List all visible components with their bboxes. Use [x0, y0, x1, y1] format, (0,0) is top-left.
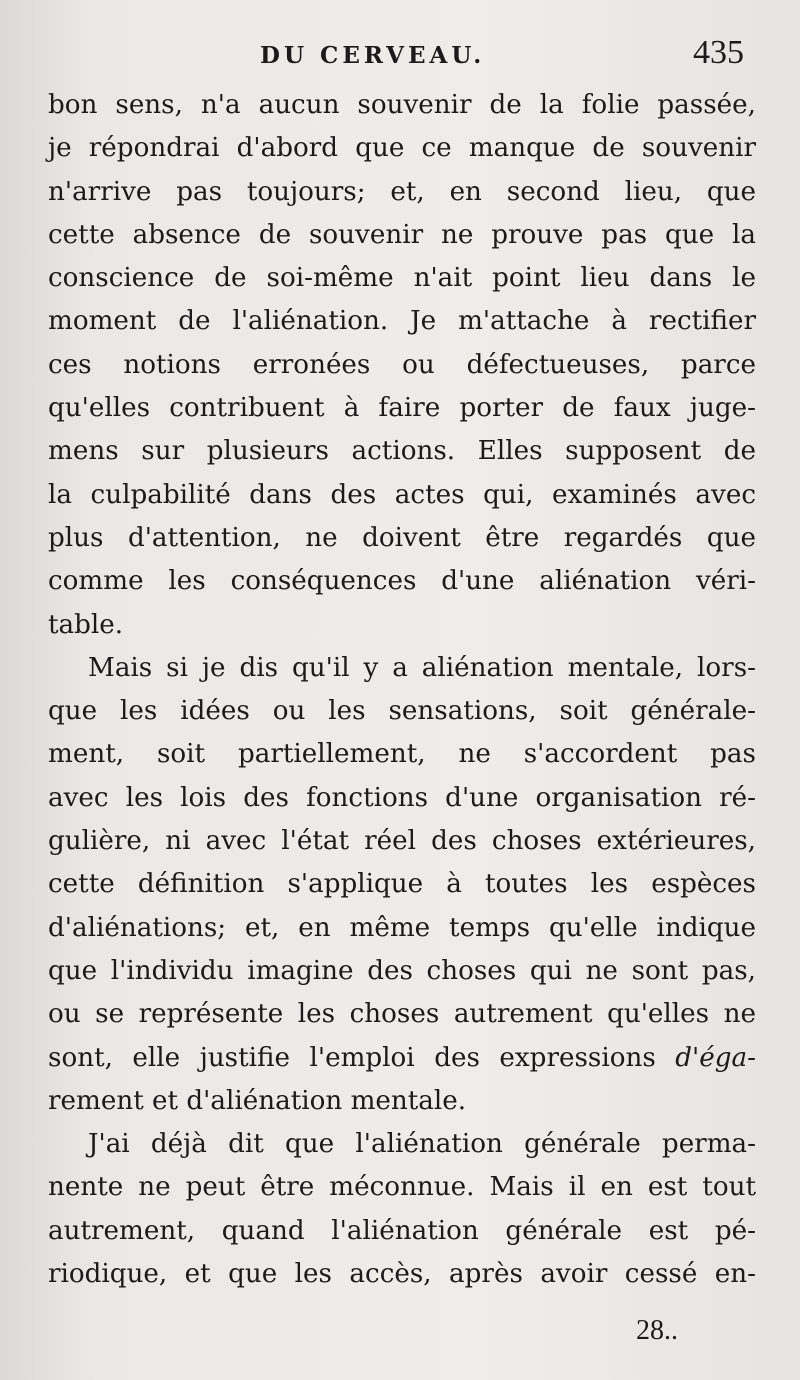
text-line: cette absence de souvenir ne prouve pas que la	[48, 219, 756, 250]
text-line: je répondrai d'abord que ce manque de souvenir	[48, 133, 756, 164]
text-line-italic: d'éga-	[675, 1042, 756, 1073]
text-line: bon sens, n'a aucun souvenir de la folie passée,	[48, 90, 756, 120]
page-number: 435	[693, 34, 744, 71]
text-line: conscience de soi-même n'ait point lieu dans le	[48, 263, 756, 294]
body-text	[48, 84, 756, 1296]
text-line: ces notions erronées ou défectueuses, parce	[48, 349, 756, 380]
text-line: table.	[48, 609, 124, 640]
text-line: gulière, ni avec l'état réel des choses extérieures,	[48, 826, 756, 857]
text-line-italic: rement et d'aliénation mentale.	[48, 1085, 467, 1116]
text-line: cette définition s'applique à toutes les espèces	[48, 869, 756, 900]
text-line: plus d'attention, ne doivent être regardés que	[48, 522, 756, 553]
text-line: riodique, et que les accès, après avoir cessé en-	[48, 1259, 756, 1290]
text-line: nente ne peut être méconnue. Mais il en est tout	[48, 1172, 756, 1203]
text-line: qu'elles contribuent à faire porter de faux juge-	[48, 393, 756, 424]
text-line: J'ai déjà dit que l'aliénation générale perma-	[88, 1129, 756, 1160]
text-line: que l'individu imagine des choses qui ne sont pas,	[48, 955, 756, 986]
text-line: ment, soit partiellement, ne s'accordent pas	[48, 739, 756, 770]
text-line: autrement, quand l'aliénation générale est pé-	[48, 1215, 756, 1246]
signature-mark: 28..	[636, 1315, 678, 1346]
text-line: mens sur plusieurs actions. Elles supposent de	[48, 436, 756, 467]
text-line: avec les lois des fonctions d'une organisation ré-	[48, 782, 756, 813]
text-line-roman: sont, elle justifie l'emploi des expressions	[48, 1042, 656, 1073]
text-line: moment de l'aliénation. Je m'attache à rectifier	[48, 306, 756, 337]
text-line: que les idées ou les sensations, soit générale-	[48, 696, 756, 727]
text-line: n'arrive pas toujours; et, en second lieu, que	[48, 176, 756, 207]
text-line: d'aliénations; et, en même temps qu'elle indique	[48, 912, 756, 943]
text-line: comme les conséquences d'une aliénation véri-	[48, 566, 756, 597]
text-line	[48, 1037, 756, 1080]
text-line: ou se représente les choses autrement qu'elles ne	[48, 999, 756, 1030]
text-line: Mais si je dis qu'il y a aliénation mentale, lors-	[88, 652, 756, 683]
running-head: DU CERVEAU.	[260, 42, 486, 69]
text-line: la culpabilité dans des actes qui, examinés avec	[48, 479, 756, 510]
